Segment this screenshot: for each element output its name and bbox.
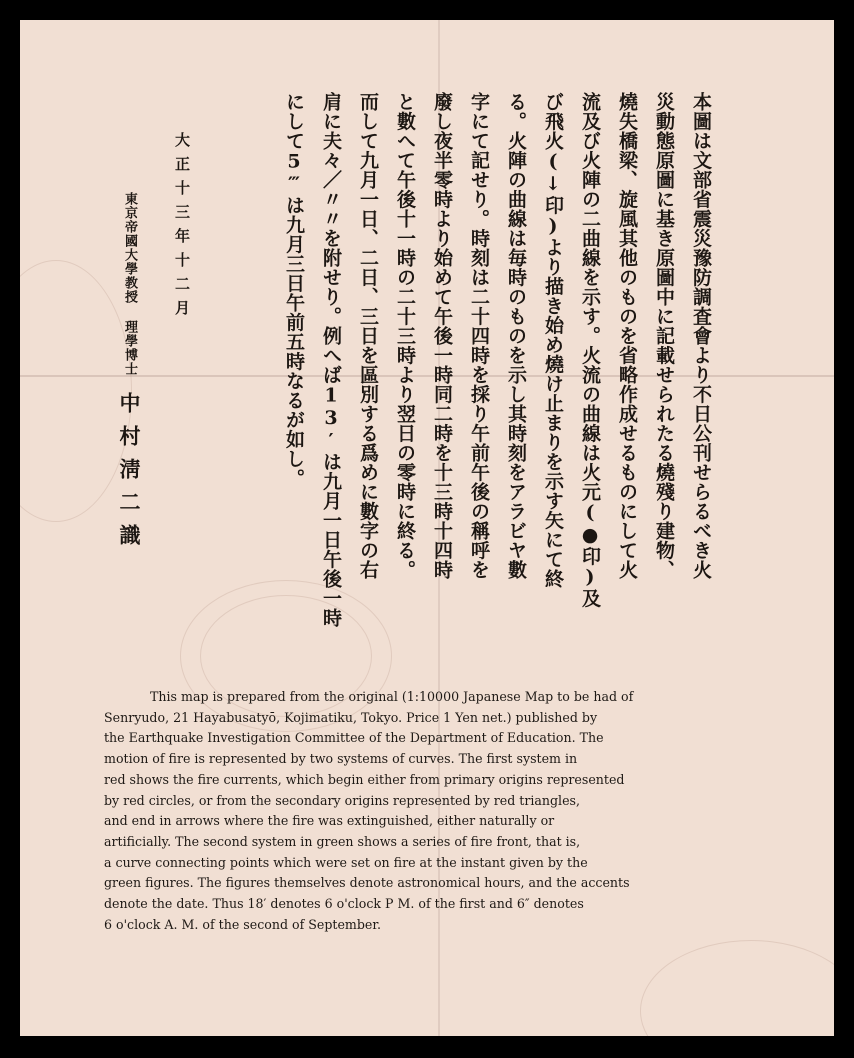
english-line: Senryudo, 21 Hayabusatyō, Kojimatiku, Tokyo. Price 1 Yen net.) published by — [104, 709, 598, 725]
document-sheet — [20, 20, 834, 1036]
japanese-column-1: 本圖は文部省震災豫防調査會より不日公刊せらるべき火 — [690, 92, 712, 580]
japanese-column-5: び飛火(↓印)より描き始め燒け止まりを示す矢にて終 — [542, 92, 564, 589]
signature — [114, 192, 144, 557]
watermark-swirl — [640, 940, 834, 1036]
english-line: and end in arrows where the fire was extinguished, either naturally or — [104, 813, 555, 829]
english-line: green figures. The figures themselves denote astronomical hours, and the accents — [104, 875, 630, 891]
english-paragraph — [104, 687, 712, 935]
english-line: motion of fire is represented by two systems of curves. The first system in — [104, 751, 578, 767]
japanese-column-3: 燒失橋梁、旋風其他のものを省略作成せるものにして火 — [616, 92, 638, 580]
english-line: artificially. The second system in green shows a series of fire front, that is, — [104, 833, 581, 849]
english-line: a curve connecting points which were set on fire at the instant given by the — [104, 854, 588, 870]
japanese-column-12: にして5‴は九月三日午前五時なるが如し。 — [283, 92, 305, 488]
english-line: 6 o'clock A. M. of the second of September. — [104, 916, 382, 932]
japanese-column-2: 災動態原圖に基き原圖中に記載せられたる燒殘り建物、 — [653, 92, 675, 580]
japanese-column-8: 廢し夜半零時より始めて午後一時同二時を十三時十四時 — [431, 92, 453, 580]
signature-affiliation: 東京帝國大學教授 — [122, 192, 137, 304]
signature-name: 中村淸二識 — [117, 392, 142, 557]
japanese-column-6: る。火陣の曲線は毎時のものを示し其時刻をアラビヤ數 — [505, 92, 527, 580]
english-line: denote the date. Thus 18′ denotes 6 o'clock P M. of the first and 6″ denotes — [104, 896, 584, 912]
english-line: by red circles, or from the secondary origins represented by red triangles, — [104, 792, 580, 808]
japanese-column-10: 而して九月一日、二日、三日を區別する爲めに數字の右 — [357, 92, 379, 580]
japanese-column-7: 字にて記せり。時刻は二十四時を採り午前午後の稱呼を — [468, 92, 490, 580]
signature-title: 理學博士 — [122, 320, 137, 376]
english-line: This map is prepared from the original (1:10000 Japanese Map to be had of — [150, 689, 634, 704]
english-line: the Earthquake Investigation Committee of the Department of Education. The — [104, 730, 604, 746]
japanese-column-9: と數へて午後十一時の二十三時より翌日の零時に終る。 — [394, 92, 416, 580]
japanese-date: 大正十三年十二月 — [173, 132, 191, 324]
japanese-column-11: 肩に夫々／〃〃を附せり。例へば13′は九月一日午後一時 — [320, 92, 342, 628]
english-line: red shows the fire currents, which begin either from primary origins represented — [104, 771, 625, 787]
japanese-column-4: 流及び火陣の二曲線を示す。火流の曲線は火元(●印)及 — [579, 92, 601, 608]
